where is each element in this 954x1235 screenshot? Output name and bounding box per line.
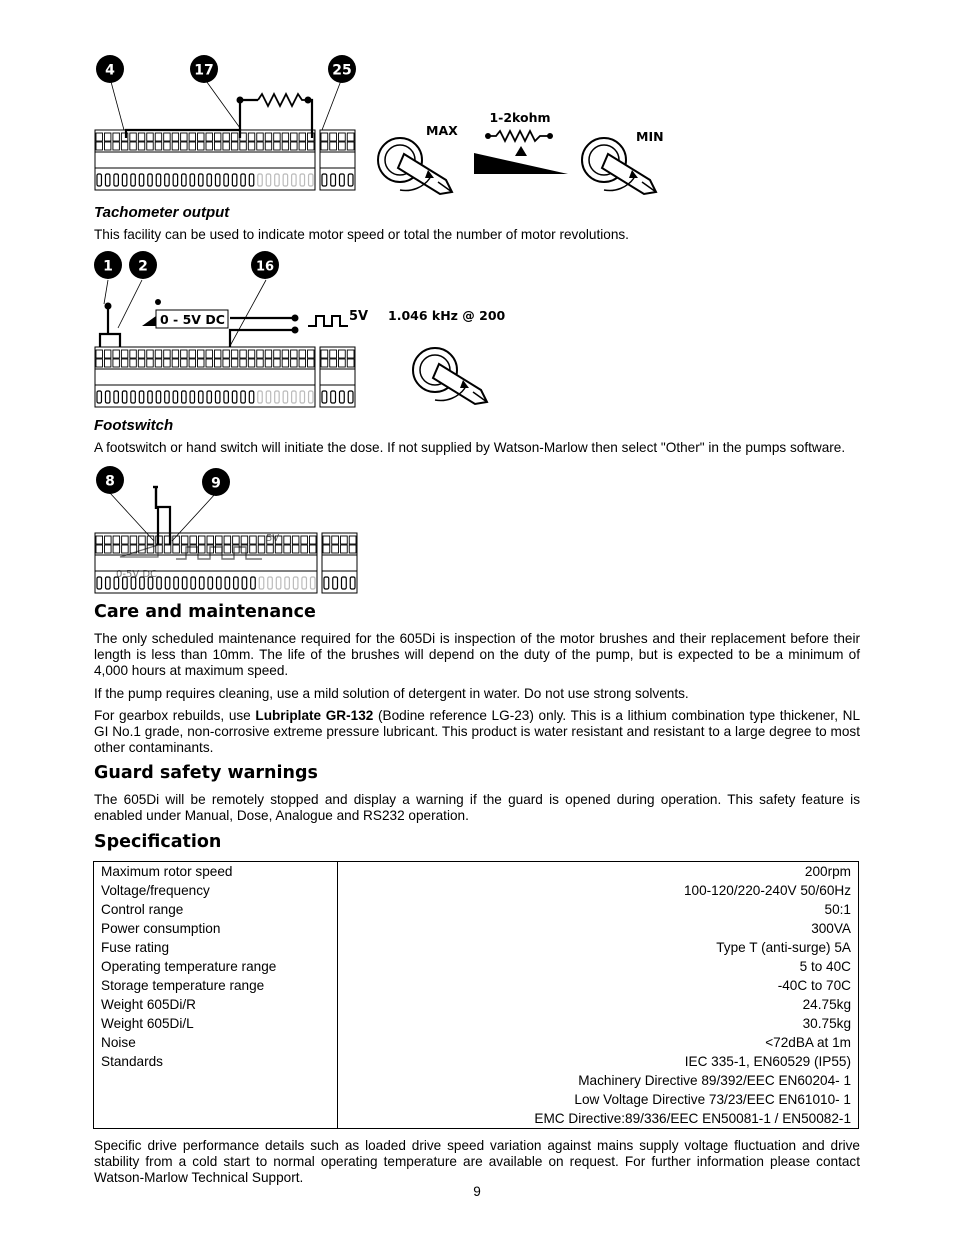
- care-paragraph-3: For gearbox rebuilds, use Lubriplate GR-132 (Bodine reference LG-23) only. This is a lithium combination type thickener, NL GI No.1 grade, non-corrosive extreme pressure lubricant. This product is water resistant and resistant to a large degree to most other contaminants.: [94, 708, 860, 755]
- lubricant-name: Lubriplate GR-132: [255, 708, 374, 723]
- specification-footnote: Specific drive performance details such as loaded drive speed variation against mains supply voltage fluctuation and drive stability from a cold start to normal operating temperature are available on request. For further information please contact Watson-Marlow Technical Support.: [94, 1138, 860, 1185]
- badge-terminal-2: [129, 251, 157, 279]
- badge-terminal-17: [190, 55, 218, 83]
- knob-max-icon: [378, 138, 452, 194]
- spec-values-column: [338, 862, 859, 1129]
- svg-text:25: 25: [332, 62, 352, 79]
- specification-table: [93, 861, 859, 1129]
- spec-label: Maximum rotor speed: [101, 864, 233, 879]
- badge-terminal-4: [96, 55, 124, 83]
- spec-value: EMC Directive:89/336/EEC EN50081-1 / EN50082-1: [534, 1111, 851, 1126]
- faint-voltage-label: 0-5V DC: [116, 569, 158, 580]
- terminal-block-main: [95, 130, 315, 190]
- voltage-range-label: 0 - 5V DC: [160, 312, 225, 327]
- terminal-block-main: [95, 533, 317, 593]
- spec-value: Machinery Directive 89/392/EEC EN60204- 1: [578, 1073, 851, 1088]
- spec-label: Weight 605Di/L: [101, 1016, 194, 1031]
- svg-text:16: 16: [255, 259, 275, 275]
- spec-value: -40C to 70C: [777, 978, 851, 993]
- footswitch-text: A footswitch or hand switch will initiate the dose. If not supplied by Watson-Marlow then select "Other" in the pumps software.: [94, 440, 846, 455]
- min-label: MIN: [636, 129, 664, 144]
- badge-terminal-1: [94, 251, 122, 279]
- svg-text:1: 1: [103, 258, 113, 275]
- care-heading: Care and maintenance: [94, 602, 316, 622]
- tachometer-text: This facility can be used to indicate motor speed or total the number of motor revolutions.: [94, 227, 629, 242]
- max-label: MAX: [426, 123, 458, 138]
- spec-value: Type T (anti-surge) 5A: [716, 940, 851, 955]
- guard-heading: Guard safety warnings: [94, 763, 318, 783]
- svg-text:1-2kohm: 1-2kohm: [489, 110, 551, 125]
- svg-text:17: 17: [194, 62, 214, 79]
- rotating-knob-icon: [413, 348, 487, 404]
- badge-terminal-16: [251, 251, 279, 279]
- spec-label: Weight 605Di/R: [101, 997, 196, 1012]
- care-paragraph-1: The only scheduled maintenance required for the 605Di is inspection of the motor brushes and their replacement before their length is less than 10mm. The life of the brushes will depend on the duty of the pump, but is expected to be a minimum of 4,000 hours at maximum speed.: [94, 631, 860, 678]
- spec-labels-column: [94, 862, 338, 1129]
- care-paragraph-2: If the pump requires cleaning, use a mild solution of detergent in water. Do not use strong solvents.: [94, 686, 689, 701]
- potentiometer-wiring-diagram: [90, 50, 680, 200]
- knob-min-icon: [582, 138, 656, 194]
- frequency-label: 1.046 kHz @ 200: [388, 308, 506, 323]
- spec-label: Control range: [101, 902, 184, 917]
- spec-label: Noise: [101, 1035, 136, 1050]
- spec-value: Low Voltage Directive 73/23/EEC EN61010- 1: [574, 1092, 851, 1107]
- badge-terminal-25: [328, 55, 356, 83]
- guard-text: The 605Di will be remotely stopped and display a warning if the guard is opened during operation. This safety feature is enabled under Manual, Dose, Analogue and RS232 operation.: [94, 792, 860, 823]
- terminal-block-main: [95, 347, 315, 407]
- spec-label: Fuse rating: [101, 940, 170, 955]
- spec-value: 300VA: [811, 921, 851, 936]
- pulse-voltage-label: 5V: [349, 309, 369, 324]
- terminal-block-small: [322, 533, 357, 593]
- faint-pulse-label: 5V: [266, 533, 280, 544]
- spec-value: IEC 335-1, EN60529 (IP55): [684, 1054, 851, 1069]
- spec-label: Operating temperature range: [101, 959, 277, 974]
- spec-value: 24.75kg: [802, 997, 851, 1012]
- terminal-block-small: [320, 130, 355, 190]
- svg-text:9: 9: [211, 475, 221, 492]
- specification-heading: Specification: [94, 832, 222, 852]
- spec-label: Power consumption: [101, 921, 221, 936]
- footswitch-heading: Footswitch: [94, 417, 174, 434]
- spec-value: 30.75kg: [802, 1016, 851, 1031]
- badge-terminal-9: [202, 468, 230, 496]
- page-number: 9: [473, 1184, 481, 1199]
- tachometer-heading: Tachometer output: [94, 204, 230, 221]
- svg-text:2: 2: [138, 258, 148, 275]
- terminal-block-small: [320, 347, 355, 407]
- footswitch-wiring-diagram: [90, 463, 370, 603]
- tachometer-wiring-diagram: [90, 250, 530, 415]
- resistor-scale-graphic: [474, 110, 568, 174]
- svg-text:4: 4: [105, 62, 115, 79]
- spec-value: 100-120/220-240V 50/60Hz: [683, 883, 851, 898]
- spec-value: 50:1: [824, 902, 851, 917]
- spec-label: Storage temperature range: [101, 978, 265, 993]
- spec-value: <72dBA at 1m: [765, 1035, 851, 1050]
- spec-value: 5 to 40C: [799, 959, 851, 974]
- spec-label: Standards: [101, 1054, 163, 1069]
- spec-value: 200rpm: [804, 864, 851, 879]
- svg-text:8: 8: [105, 473, 115, 490]
- badge-terminal-8: [96, 466, 124, 494]
- spec-label: Voltage/frequency: [101, 883, 210, 898]
